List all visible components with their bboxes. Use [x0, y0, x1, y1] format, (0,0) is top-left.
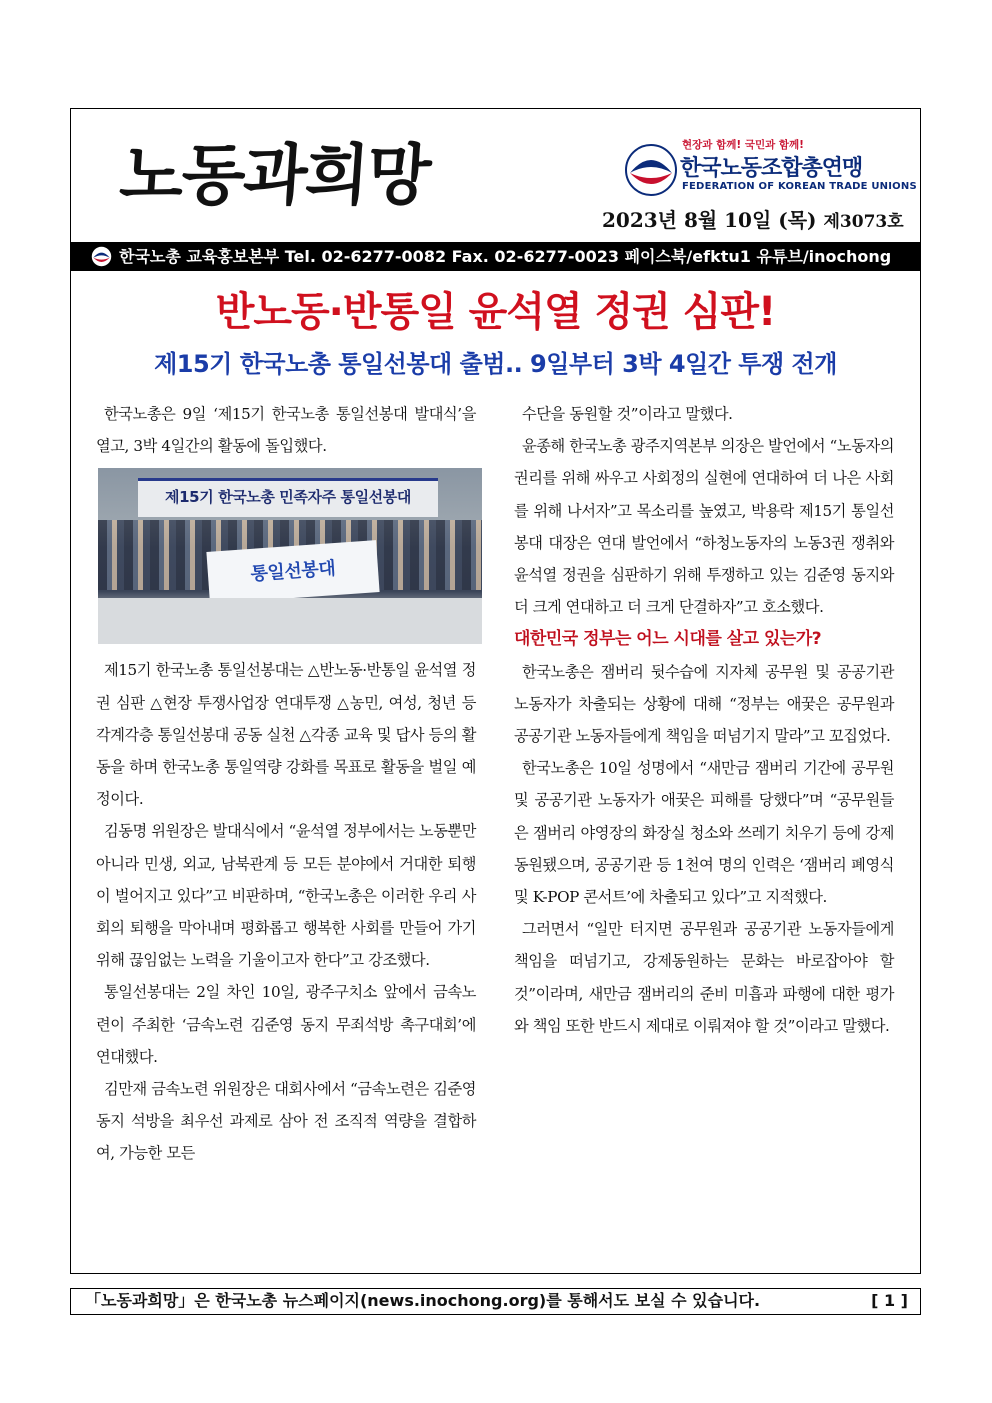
paragraph: 통일선봉대는 2일 차인 10일, 광주구치소 앞에서 금속노련이 주최한 ‘금속노련 김준영 동지 무죄석방 촉구대회’에 연대했다. [96, 983, 476, 1066]
fktu-emblem-icon [624, 143, 678, 197]
page-number: [ 1 ] [871, 1291, 908, 1310]
subheadline: 제15기 한국노총 통일선봉대 출범.. 9일부터 3박 4일간 투쟁 전개 [154, 350, 837, 378]
paragraph: 한국노총은 잼버리 뒷수습에 지자체 공무원 및 공공기관 노동자가 차출되는 상황에 대해 “정부는 애꿎은 공무원과 공공기관 노동자들에게 책임을 떠넘기지 말라”고 꼬집었다. [514, 662, 894, 746]
section-heading: 대한민국 정부는 어느 시대를 살고 있는가? [514, 629, 822, 650]
photo-flag-text: 통일선봉대 [206, 541, 379, 605]
paragraph: 제15기 한국노총 통일선봉대는 △반노동·반통일 윤석열 정권 심판 △현장 투쟁사업장 연대투쟁 △농민, 여성, 청년 등 각계각층 통일선봉대 공동 실천 △각종 교육 및 답사 등의 활동을 하며 한국노총 통일역량 강화를 목표로 활동을 벌일 예정이다. [96, 661, 476, 809]
headline: 반노동·반통일 윤석열 정권 심판! [215, 289, 776, 335]
paragraph: 김만재 금속노련 위원장은 대회사에서 “금속노련은 김준영 동지 석방을 최우선 과제로 삼아 전 조직적 역량을 결합하여, 가능한 모든 [96, 1080, 477, 1163]
event-photo [98, 468, 482, 644]
contact-bar [71, 242, 920, 271]
right-column [514, 398, 894, 1042]
issue-number: 제3073호 [823, 212, 904, 232]
contact-text: 한국노총 교육홍보본부 Tel. 02-6277-0082 Fax. 02-6277-0023 페이스북/efktu1 유튜브/inochong [119, 247, 892, 266]
paragraph: 윤종해 한국노총 광주지역본부 의장은 발언에서 “노동자의 권리를 위해 싸우고 사회정의 실현에 연대하여 더 나은 사회를 위해 나서자”고 목소리를 높였고, 박용락 제15기 통일선봉대 대장은 연대 발언에서 “하청노동자의 노동3권 쟁취와 윤석열 정권을 심판하기 위해 투쟁하고 있는 김준영 동지와 더 크게 연대하고 더 크게 단결하자”고 호소했다. [514, 437, 895, 617]
footer-text: 「노동과희망」은 한국노총 뉴스페이지(news.inochong.org)를 통해서도 보실 수 있습니다. [85, 1291, 761, 1310]
logo-tagline: 현장과 함께! 국민과 함께! [682, 139, 804, 151]
paragraph: 수단을 동원할 것”이라고 말했다. [522, 405, 733, 423]
footer [70, 1288, 921, 1315]
paragraph: 김동명 위원장은 발대식에서 “윤석열 정부에서는 노동뿐만 아니라 민생, 외교, 남북관계 등 모든 분야에서 거대한 퇴행이 벌어지고 있다”고 비판하며, “한국노총은 이러한 우리 사회의 퇴행을 막아내며 평화롭고 행복한 사회를 만들어 가기 위해 끊임없는 노력을 기울이고자 한다”고 강조했다. [96, 822, 477, 970]
left-column [96, 398, 476, 1170]
photo-table [98, 598, 482, 644]
paragraph: 한국노총은 10일 성명에서 “새만금 잼버리 기간에 공무원 및 공공기관 노동자가 애꿎은 피해를 당했다”며 “공무원들은 잼버리 야영장의 화장실 청소와 쓰레기 치우기 등에 강제동원됐으며, 공공기관 등 1천여 명의 인력은 ‘잼버리 폐영식 및 K-POP 콘서트’에 차출되고 있다”고 지적했다. [514, 759, 894, 907]
photo-banner-text: 제15기 한국노총 민족자주 통일선봉대 [138, 478, 438, 517]
logo-name-ko: 한국노동조합총연맹 [680, 156, 863, 181]
logo-name-en: FEDERATION OF KOREAN TRADE UNIONS [682, 181, 917, 192]
fktu-logo [624, 137, 917, 199]
paragraph: 그러면서 “일만 터지면 공무원과 공공기관 노동자들에게 책임을 떠넘기고, 강제동원하는 문화는 바로잡아야 할 것”이라며, 새만금 잼버리의 준비 미흡과 파행에 대한 평가와 책임 또한 반드시 제대로 이뤄져야 할 것”이라고 말했다. [514, 920, 894, 1035]
paragraph: 한국노총은 9일 ‘제15기 한국노총 통일선봉대 발대식’을 열고, 3박 4일간의 활동에 돌입했다. [96, 405, 476, 456]
fktu-small-emblem-icon [91, 246, 112, 267]
masthead-title: 노동과희망 [117, 137, 432, 214]
issue-date: 2023년 8월 10일 (목) [602, 208, 817, 232]
dateline [602, 204, 904, 233]
